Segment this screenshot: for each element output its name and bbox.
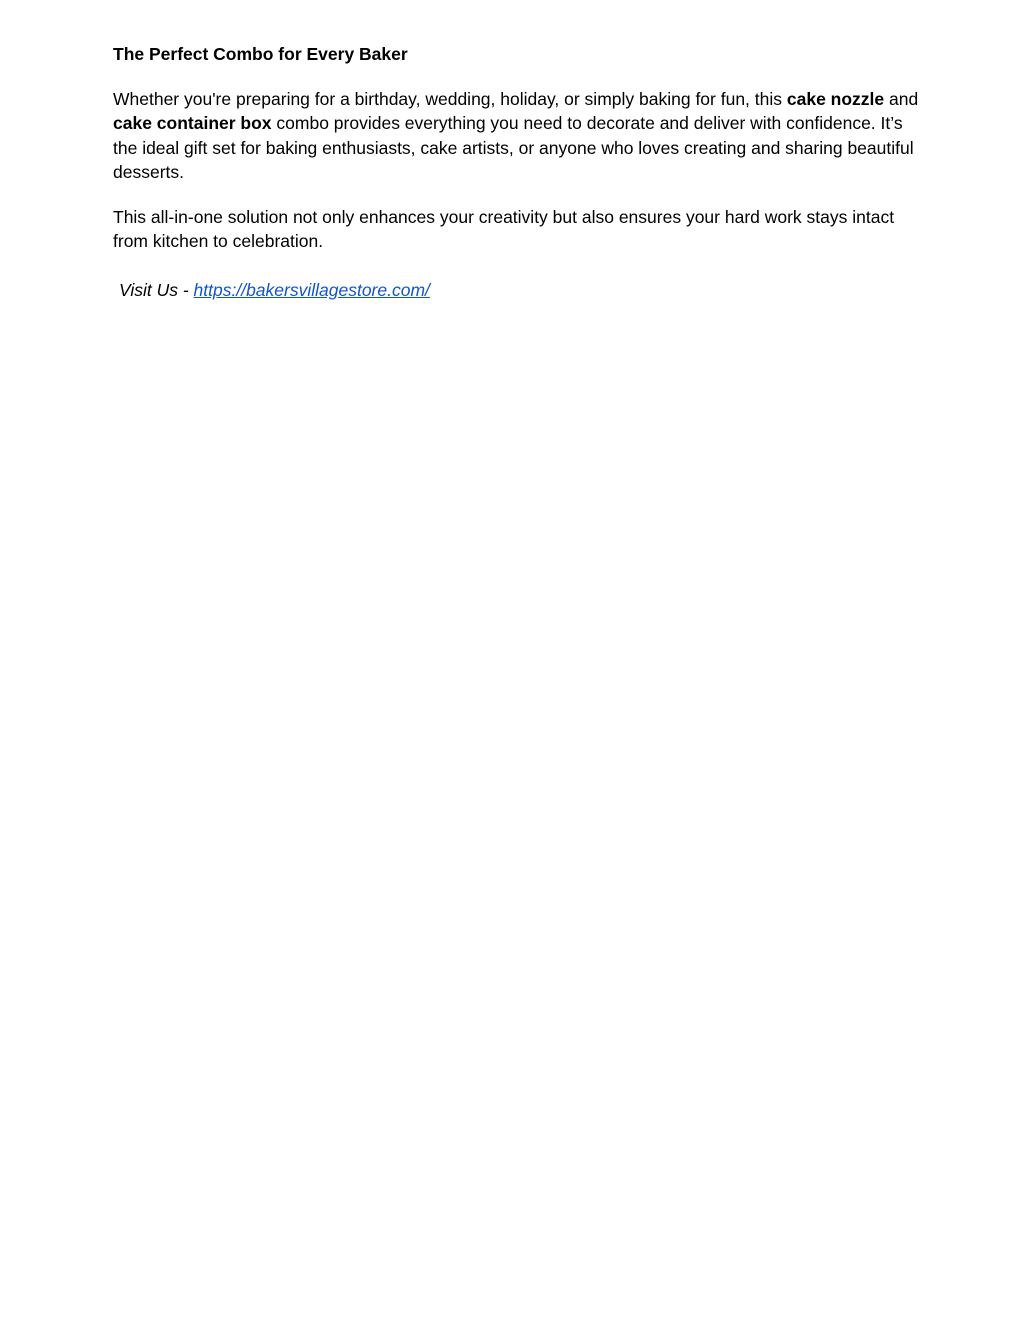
document-heading: The Perfect Combo for Every Baker <box>113 44 408 64</box>
paragraph-intro-text-3: combo provides everything you need to decorate and deliver with confidence. It’s the ideal gift set for baking enthusiasts, cake artists, or anyone who loves creating and sharing beautiful desserts. <box>113 113 914 182</box>
paragraph-intro-text-1: Whether you're preparing for a birthday, wedding, holiday, or simply baking for fun, this <box>113 88 787 109</box>
website-link[interactable]: https://bakersvillagestore.com/ <box>193 279 430 300</box>
visit-label: Visit Us - <box>119 279 194 300</box>
paragraph-intro-text-2: and <box>884 88 919 109</box>
document-content <box>113 42 928 302</box>
visit-line <box>113 274 928 303</box>
bold-cake-nozzle: cake nozzle <box>786 88 885 109</box>
paragraph-solution: This all-in-one solution not only enhances your creativity but also ensures your hard work stays intact from kitchen to celebration. <box>113 206 895 251</box>
paragraph-intro <box>113 87 928 185</box>
bold-cake-container-box: cake container box <box>113 113 272 133</box>
